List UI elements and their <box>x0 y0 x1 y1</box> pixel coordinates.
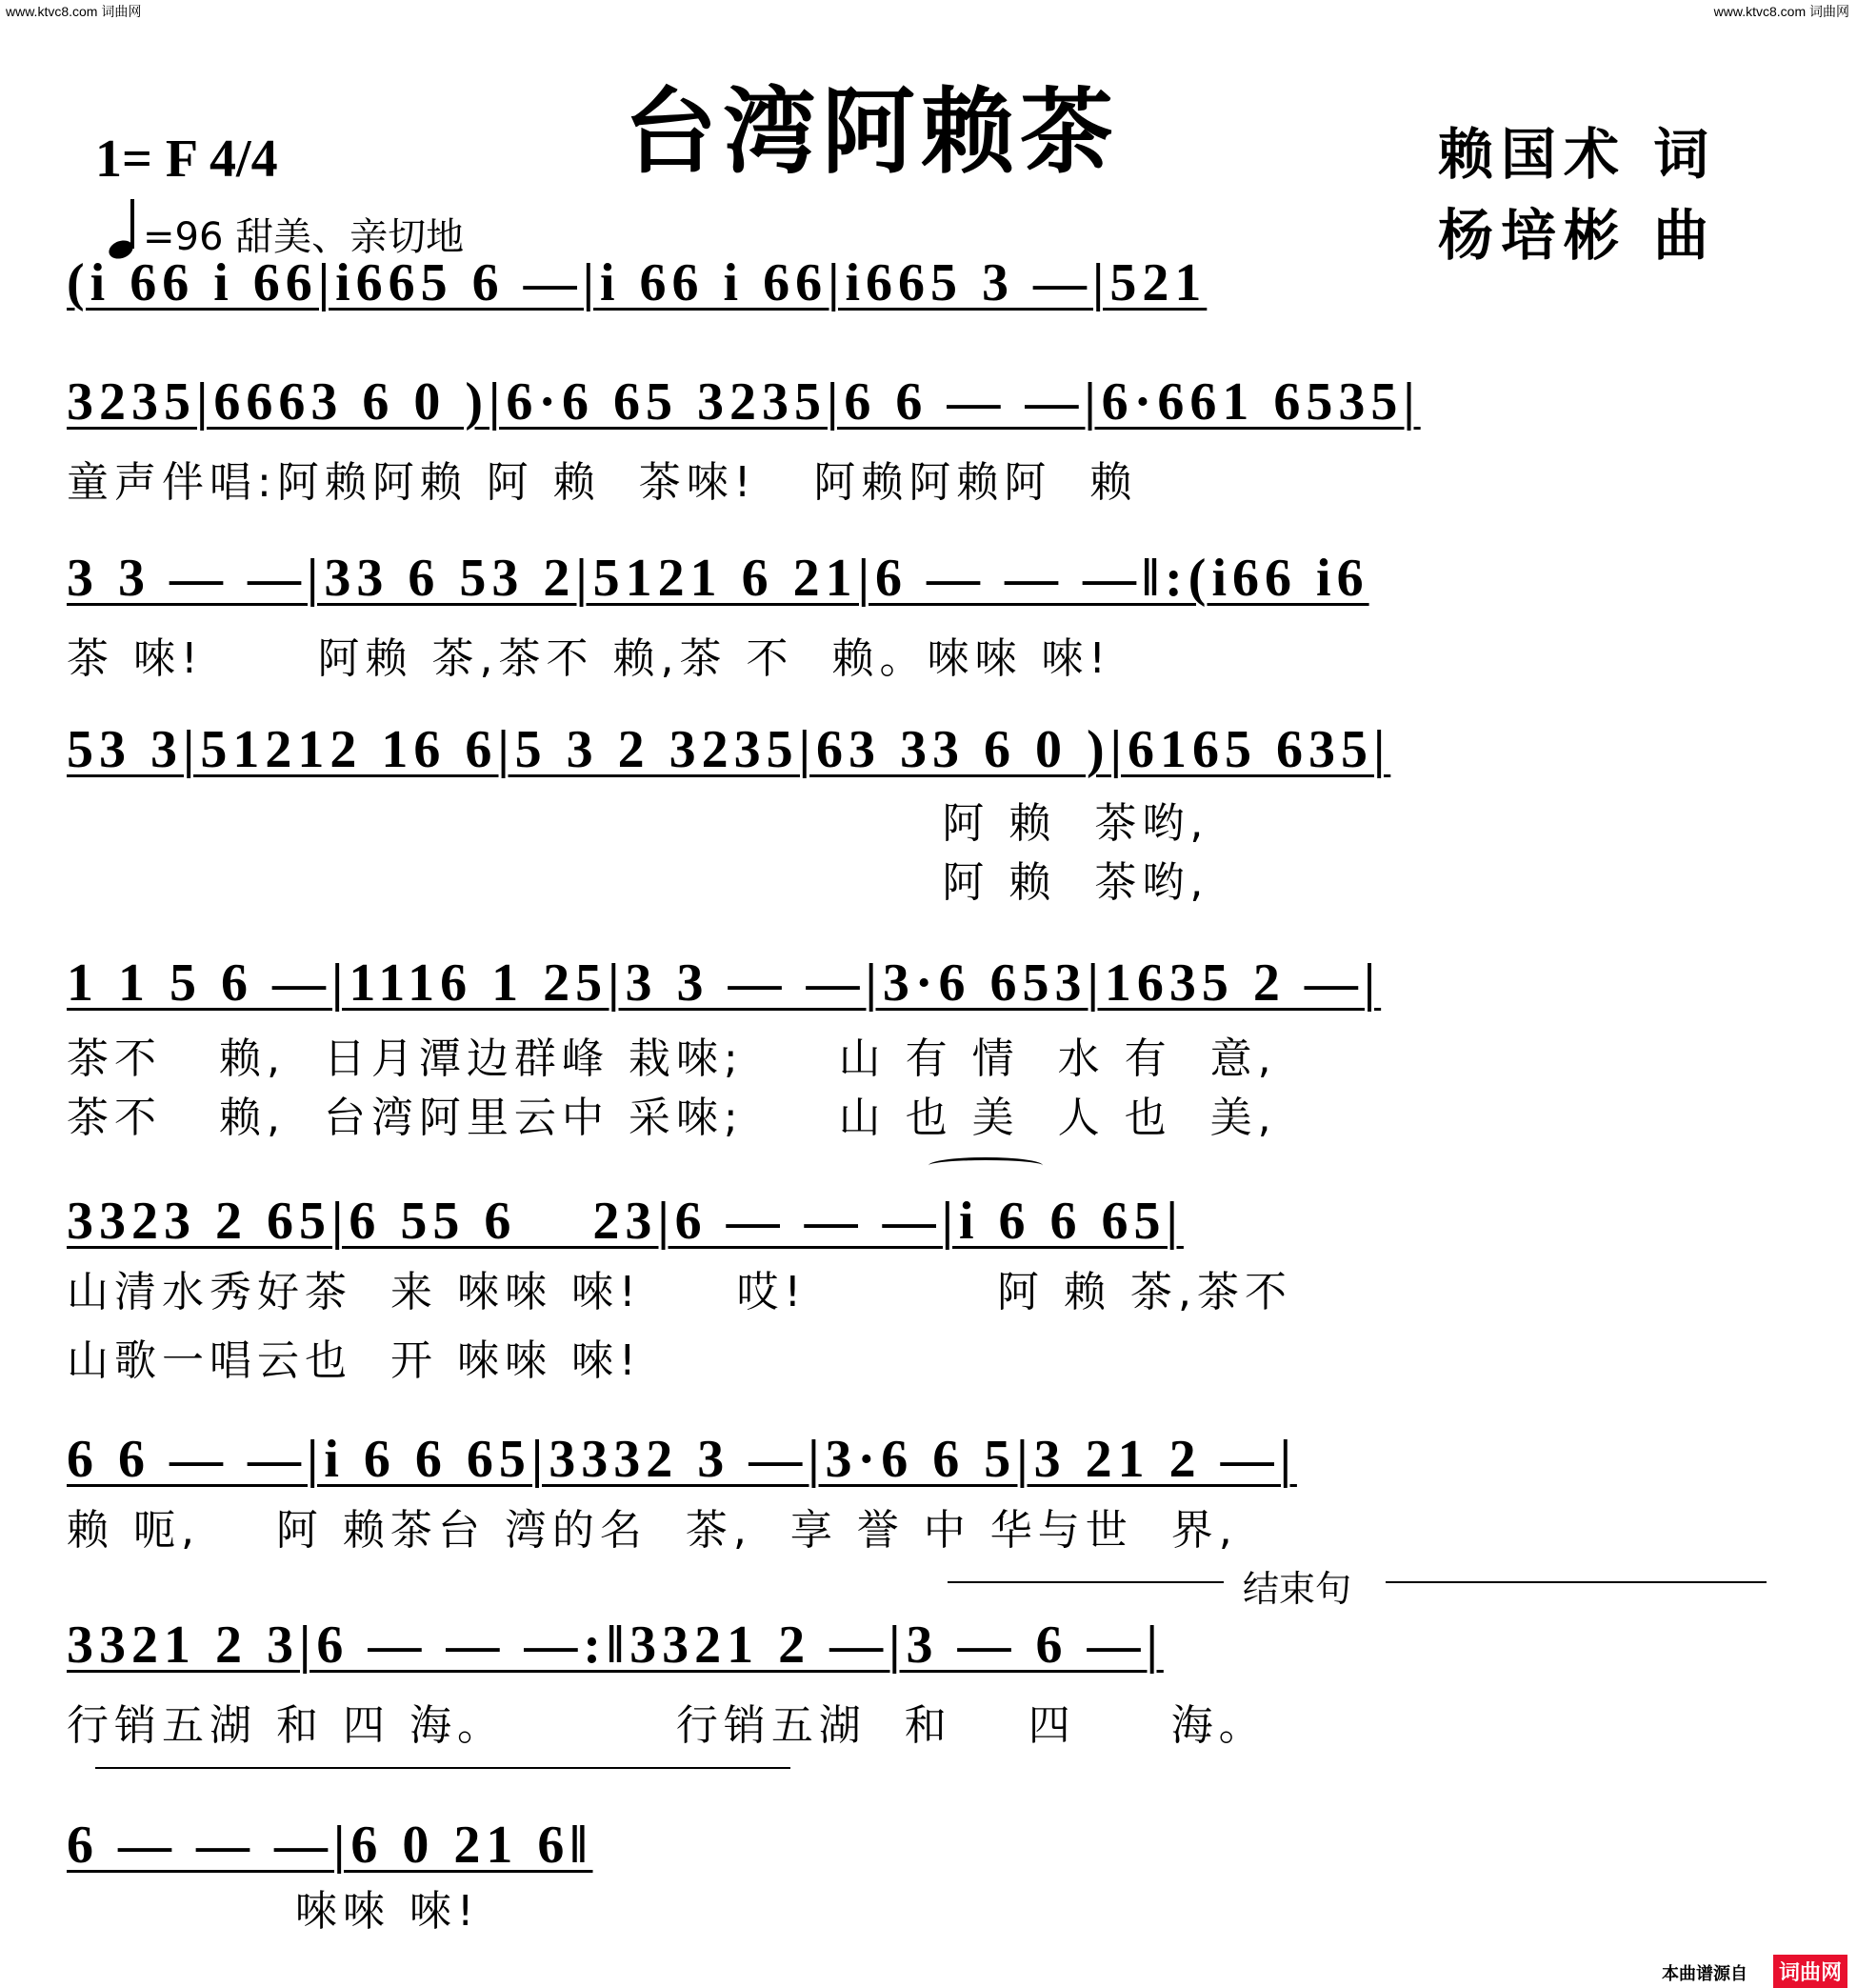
score-line-3-lyrics: 茶 唻! 阿赖 茶,茶不 赖,茶 不 赖。唻唻 唻! <box>67 634 1112 683</box>
watermark-left: www.ktvc8.com 词曲网 <box>6 4 142 19</box>
ending-label: 结束句 <box>1243 1568 1352 1610</box>
footer-logo: 词曲网 <box>1773 1955 1847 1988</box>
score-line-5-notes: 1 1 5 6 —|1116 1 25|3 3 — —|3·6 653|1635 2 —| <box>67 954 1382 1013</box>
score-line-1-notes: (i 66 i 66|i665 6 —|i 66 i 66|i665 3 —|521 <box>67 253 1208 312</box>
score-line-2-lyrics: 童声伴唱:阿赖阿赖 阿 赖 茶唻! 阿赖阿赖阿 赖 <box>67 458 1138 507</box>
score-line-8-lyrics: 行销五湖 和 四 海。 行销五湖 和 四 海。 <box>67 1701 1267 1750</box>
score-line-7-lyrics: 赖 呃, 阿 赖茶台 湾的名 茶, 享 誉 中 华与世 界, <box>67 1506 1238 1555</box>
score-line-6-lyrics-verse-2: 山歌一唱云也 开 唻唻 唻! <box>67 1336 642 1385</box>
score-line-5-lyrics-verse-1: 茶不 赖, 日月潭边群峰 栽唻; 山 有 情 水 有 意, <box>67 1034 1277 1083</box>
score-line-6-notes: 3323 2 65|6 55 6 23|6 — — —|i 6 6 65| <box>67 1192 1184 1251</box>
score-line-4-lyrics-verse-1: 阿 赖 茶哟, <box>67 799 1209 848</box>
tempo-marking: =96 甜美、亲切地 <box>143 215 465 259</box>
score-line-9-notes: 6 — — —|6 0 21 6‖ <box>67 1816 593 1875</box>
ending-bracket-left <box>948 1581 1224 1583</box>
footer-source-text: 本曲谱源自 <box>1662 1964 1747 1984</box>
composer-credit: 杨培彬 曲 <box>1438 203 1717 268</box>
tie-arc <box>928 1157 1043 1174</box>
ending-bracket-right <box>1386 1581 1767 1583</box>
score-line-2-notes: 3235|6663 6 0 )|6·6 65 3235|6 6 — —|6·661 6535| <box>67 372 1421 432</box>
score-line-8-notes: 3321 2 3|6 — — —:‖3321 2 —|3 — 6 —| <box>67 1616 1164 1675</box>
lyricist-credit: 赖国术 词 <box>1438 122 1717 187</box>
score-line-9-lyrics: 唻唻 唻! <box>67 1887 480 1936</box>
score-line-4-notes: 53 3|51212 16 6|5 3 2 3235|63 33 6 0 )|6165 635| <box>67 720 1391 779</box>
song-title: 台湾阿赖茶 <box>624 78 1120 187</box>
score-line-5-lyrics-verse-2: 茶不 赖, 台湾阿里云中 采唻; 山 也 美 人 也 美, <box>67 1094 1277 1142</box>
score-line-4-lyrics-verse-2: 阿 赖 茶哟, <box>67 858 1209 907</box>
ending-bracket-lower <box>95 1767 790 1769</box>
score-line-3-notes: 3 3 — —|33 6 53 2|5121 6 21|6 — — —‖:(i66 i6 <box>67 549 1369 608</box>
score-line-6-lyrics-verse-1: 山清水秀好茶 来 唻唻 唻! 哎! 阿 赖 茶,茶不 <box>67 1268 1292 1316</box>
score-line-7-notes: 6 6 — —|i 6 6 65|3332 3 —|3·6 6 5|3 21 2 —| <box>67 1430 1297 1489</box>
key-signature: 1= F 4/4 <box>95 130 278 189</box>
watermark-right: www.ktvc8.com 词曲网 <box>1713 4 1849 19</box>
